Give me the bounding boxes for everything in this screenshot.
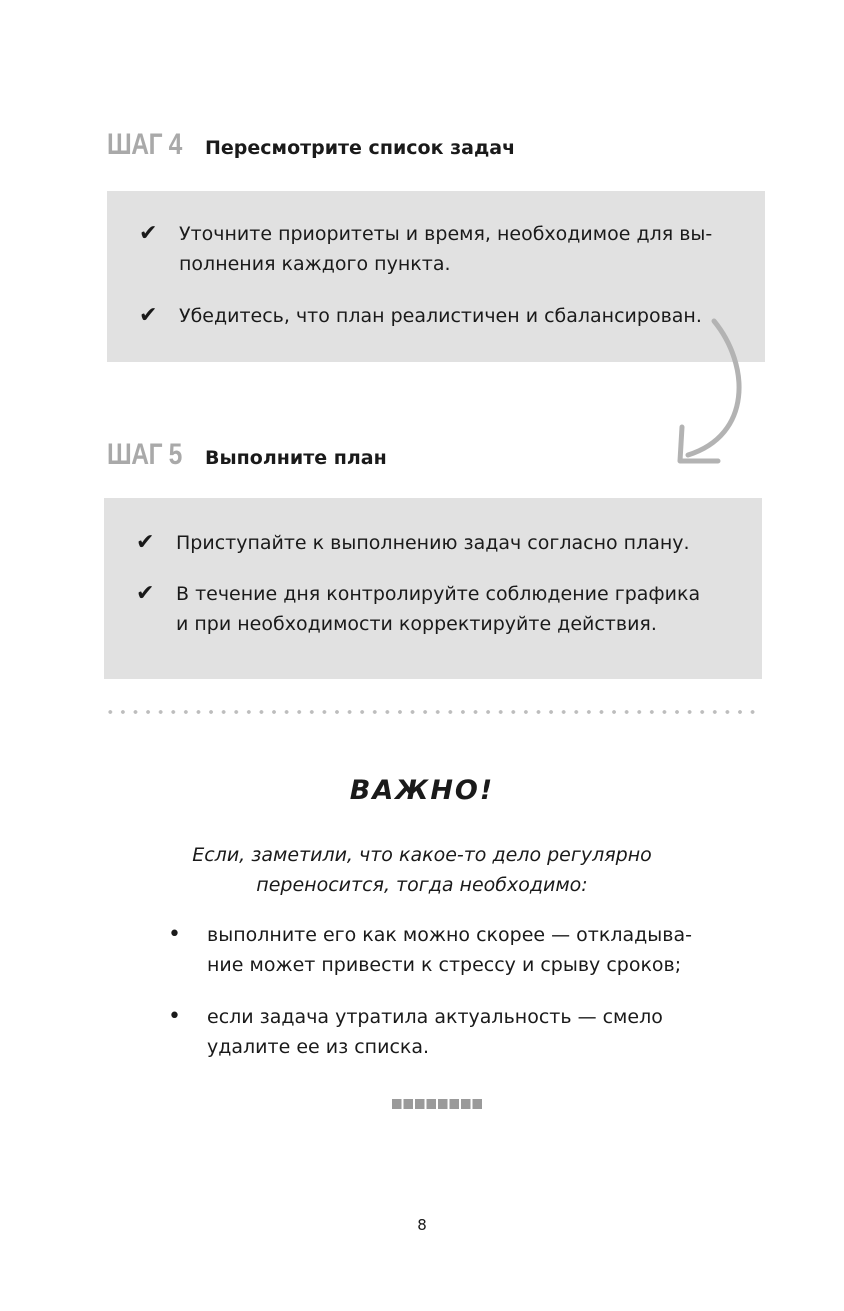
item-line: Уточните приоритеты и время, необходимое для вы- <box>179 223 713 245</box>
checkmark-icon: ✔ <box>139 303 158 328</box>
bullet-line: выполните его как можно скорее — откладыва- <box>207 924 692 946</box>
bullet-icon: • <box>168 922 181 947</box>
checkmark-icon: ✔ <box>136 581 155 606</box>
item-line: Убедитесь, что план реалистичен и сбалансирован. <box>179 305 702 327</box>
item-line: Приступайте к выполнению задач согласно плану. <box>176 532 690 554</box>
step-4-header <box>107 128 515 162</box>
curved-arrow-icon <box>670 315 760 470</box>
step-5-title: Выполните план <box>205 447 387 469</box>
note-line: Если, заметили, что какое-то дело регулярно <box>192 844 652 866</box>
decorative-squares <box>392 1099 484 1109</box>
item-line: В течение дня контролируйте соблюдение графика <box>176 583 701 605</box>
step-4-box <box>107 191 765 362</box>
checkmark-icon: ✔ <box>139 221 158 246</box>
item-line: полнения каждого пункта. <box>179 253 451 275</box>
checkmark-icon: ✔ <box>136 530 155 555</box>
item-line: и при необходимости корректируйте действия. <box>176 613 657 635</box>
step-5-label: ШАГ 5 <box>107 438 182 471</box>
bullet-line: если задача утратила актуальность — смело <box>207 1006 663 1028</box>
bullet-line: удалите ее из списка. <box>207 1036 430 1058</box>
step-4-title: Пересмотрите список задач <box>205 137 516 159</box>
dotted-divider <box>104 708 762 716</box>
step-5-header <box>107 438 387 472</box>
step-5-box <box>104 498 762 679</box>
note-line: переносится, тогда необходимо: <box>256 874 588 896</box>
step-4-label: ШАГ 4 <box>107 128 182 161</box>
page-number: 8 <box>417 1216 427 1234</box>
bullet-item <box>207 1002 707 1062</box>
important-heading: ВАЖНО! <box>349 775 495 806</box>
important-note <box>160 840 684 900</box>
bullet-line: ние может привести к стрессу и срыву сроков; <box>207 954 682 976</box>
bullet-item <box>207 920 707 980</box>
bullet-icon: • <box>168 1004 181 1029</box>
